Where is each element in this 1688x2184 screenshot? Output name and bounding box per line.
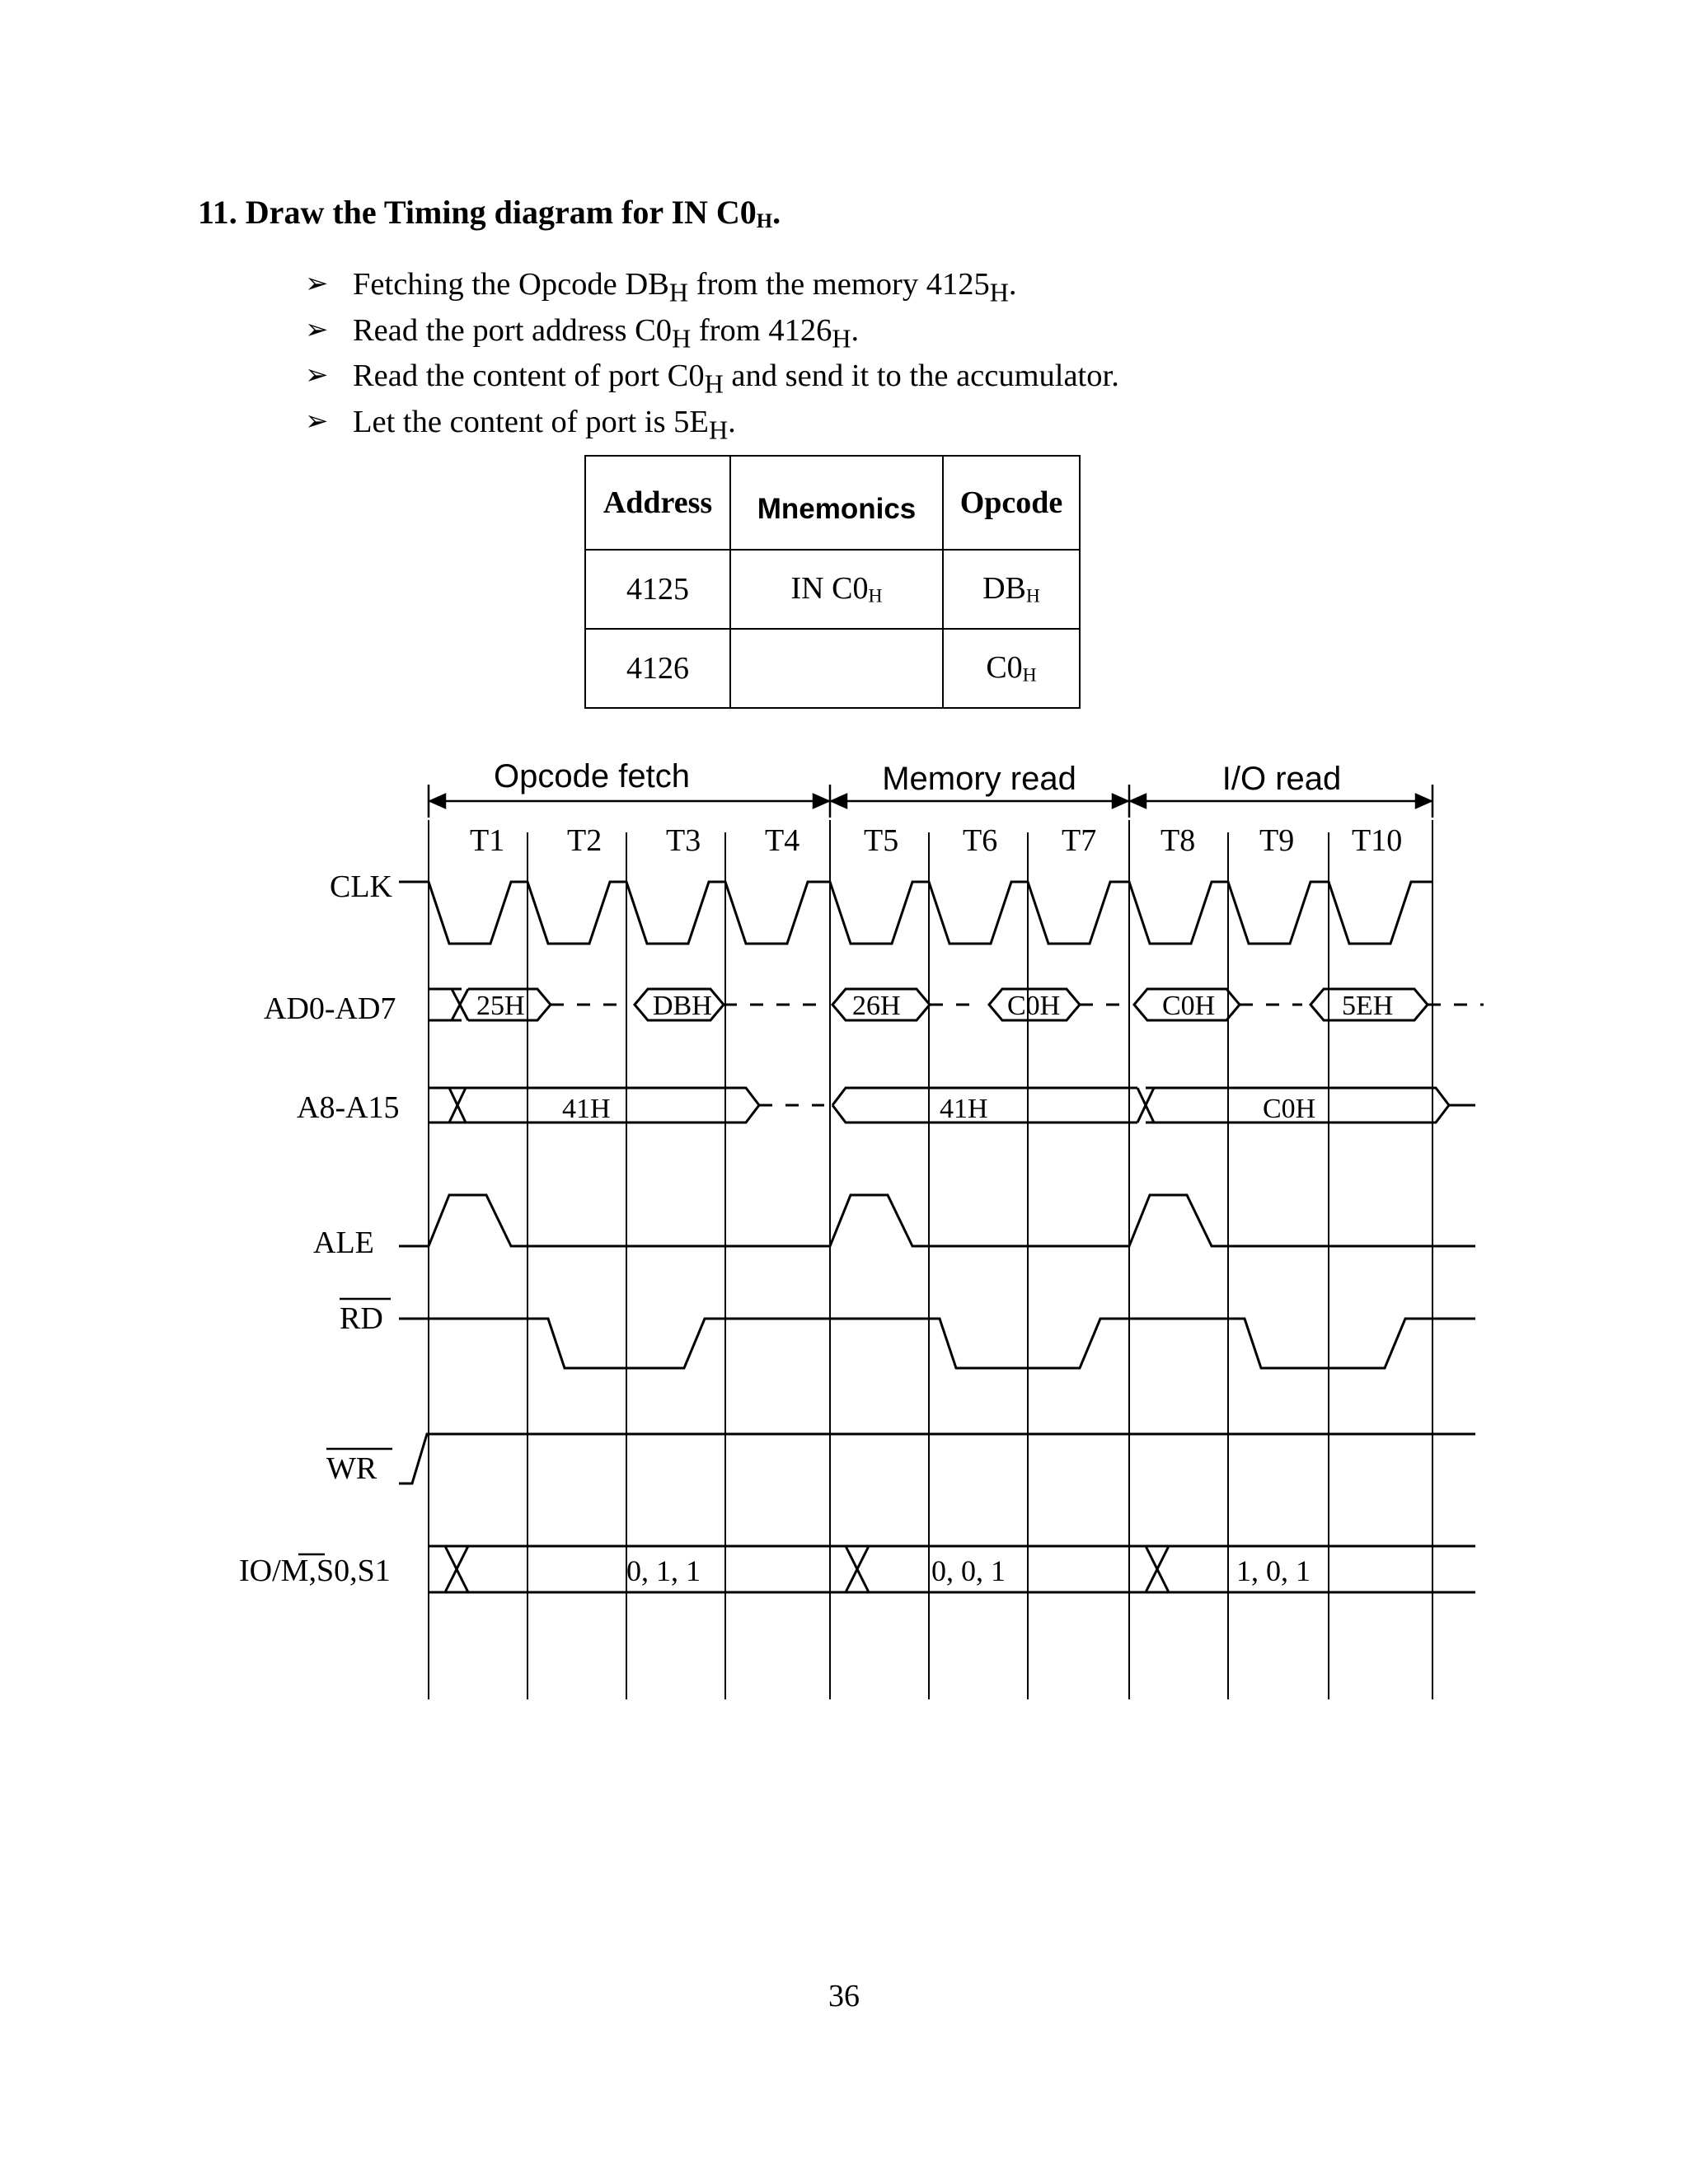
bus-value: C0H: [1263, 1094, 1316, 1124]
cell-address: 4126: [585, 629, 730, 708]
t-state-label: T8: [1160, 823, 1196, 858]
signal-label-ale: ALE: [313, 1226, 374, 1260]
t-state-label: T10: [1352, 823, 1403, 858]
table-header-row: [585, 456, 1080, 550]
t-state-label: T3: [666, 823, 701, 858]
list-item: ➢ Read the content of port $C0_H$ and send it to the accumulator.: [305, 359, 1119, 400]
bus-value: 26H: [852, 991, 901, 1021]
header-opcode: Opcode: [943, 456, 1080, 550]
t-state-label: T2: [567, 823, 603, 858]
status-value: 0, 1, 1: [626, 1554, 701, 1587]
table-row: [585, 629, 1080, 708]
signal-labels: [239, 869, 400, 1588]
bus-value: 41H: [940, 1094, 988, 1124]
instruction-table: [584, 455, 1081, 709]
step-list: [305, 265, 1119, 449]
cell-opcode: $C0_H$: [943, 629, 1080, 708]
list-item: ➢ Fetching the Opcode $DB_H$ from the memory $4125_H$.: [305, 267, 1017, 307]
t-state-label: T6: [963, 823, 998, 858]
status-value: 0, 0, 1: [931, 1554, 1006, 1587]
question-number: 11.: [198, 194, 237, 231]
page-number: 36: [828, 1979, 860, 2013]
t-state-label: T9: [1259, 823, 1295, 858]
cell-mnemonic: IN $C0_H$: [730, 550, 943, 629]
wr-waveform: [399, 1434, 1475, 1483]
signal-label-io: IO/M,S0,S1: [239, 1554, 391, 1588]
t-state-label: T5: [864, 823, 899, 858]
t-state-label: T1: [470, 823, 505, 858]
signal-label-rd: RD: [340, 1301, 383, 1336]
bus-value: 5EH: [1342, 991, 1394, 1021]
table-row: [585, 550, 1080, 629]
bus-value: 41H: [562, 1094, 611, 1124]
arrow-bullet-icon: ➢: [305, 360, 329, 391]
rd-waveform: [399, 1319, 1475, 1368]
cycle-span-arrows: [429, 785, 1432, 1543]
signal-label-ad: AD0-AD7: [264, 991, 396, 1026]
status-value: 1, 0, 1: [1236, 1554, 1311, 1587]
ale-waveform: [399, 1195, 1475, 1246]
bus-value: C0H: [1007, 991, 1061, 1021]
clk-waveform: [399, 882, 1432, 944]
cycle-label-io-read: I/O read: [1221, 761, 1342, 797]
arrow-bullet-icon: ➢: [305, 314, 329, 345]
cycle-label-opcode-fetch: Opcode fetch: [494, 758, 690, 794]
list-item: ➢ Let the content of port is $5E_H$.: [305, 405, 736, 445]
cycle-label-memory-read: Memory read: [882, 761, 1076, 797]
question-text: Draw the Timing diagram for IN C0: [245, 194, 757, 231]
arrow-bullet-icon: ➢: [305, 406, 329, 438]
question-heading: 11. Draw the Timing diagram for IN $C0_H$.: [198, 194, 781, 232]
cell-opcode: $DB_H$: [943, 550, 1080, 629]
signal-label-clk: CLK: [330, 869, 392, 904]
bus-value: DBH: [653, 991, 712, 1021]
t-state-labels: [470, 823, 1402, 858]
a-bus-values: [562, 1094, 1315, 1124]
signal-label-a: A8-A15: [297, 1090, 400, 1125]
bus-value: C0H: [1162, 991, 1216, 1021]
timing-diagram: [0, 742, 1688, 1731]
list-item: ➢ Read the port address $C0_H$ from $4126_H$.: [305, 312, 860, 354]
bus-value: 25H: [476, 991, 525, 1021]
ad-bus: [429, 989, 1484, 1020]
arrow-bullet-icon: ➢: [305, 269, 329, 299]
signal-label-wr: WR: [326, 1451, 377, 1486]
t-state-label: T4: [765, 823, 800, 858]
header-mnemonics: Mnemonics: [730, 456, 943, 550]
cell-mnemonic: [730, 629, 943, 708]
active-low-overbars: [298, 1299, 392, 1554]
cell-address: 4125: [585, 550, 730, 629]
t-state-label: T7: [1062, 823, 1097, 858]
io-status-values: [626, 1554, 1311, 1587]
header-address: Address: [585, 456, 730, 550]
